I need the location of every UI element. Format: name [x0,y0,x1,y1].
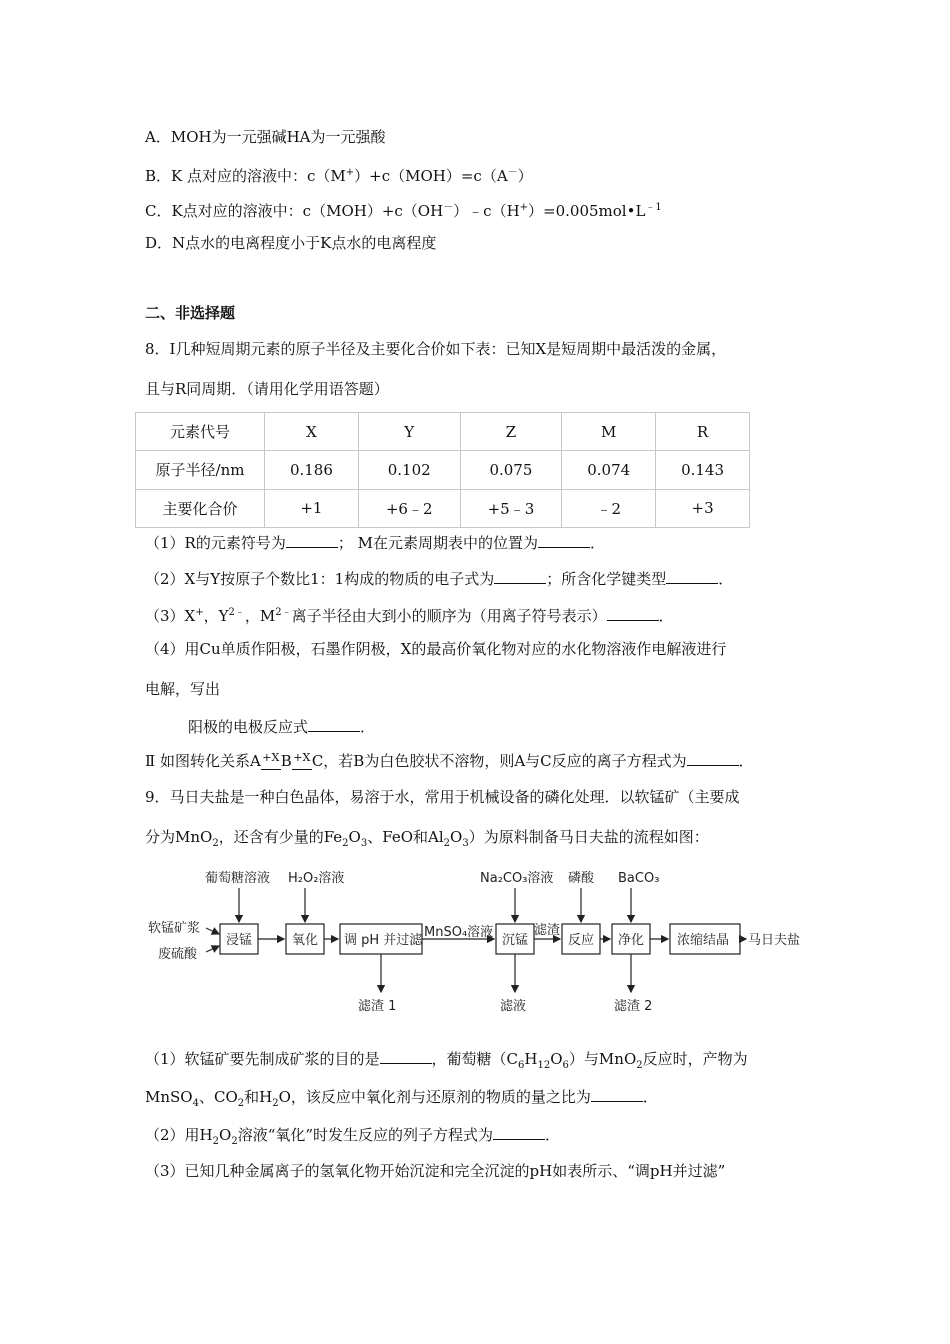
label-residue-2: 滤渣 2 [614,999,653,1014]
q8-intro-line2: 且与R同周期．（请用化学用语答题） [145,380,389,398]
process-flow-diagram [140,860,810,1018]
label-waste-sulfuric-acid: 废硫酸 [158,947,198,962]
answer-blank [380,1049,432,1064]
table-cell: 0.074 [562,451,656,489]
answer-blank [666,569,718,584]
option-d: D．N点水的电离程度小于K点水的电离程度 [145,234,437,252]
q9-intro-line2: 分为MnO$_2$，还含有少量的$Fe_2O_3$、FeO和$Al_2O_3$）为原料制备马日夫盐的流程如图： [145,828,709,849]
label-baco3: BaCO₃ [618,871,660,886]
answer-blank [493,1125,545,1140]
box-purification-label: 净化 [618,933,645,948]
answer-blank [538,533,590,548]
q8-part2: （2）X与Y按原子个数比1：1构成的物质的电子式为 ；所含化学键类型 ． [145,570,734,588]
q8-part4-line2: 电解，写出 [145,680,221,698]
q8-part3: （3）X+，$Y^{2﹣}$，$M^{2﹣}$离子半径由大到小的顺序为（用离子符号表示） ． [145,607,674,625]
reaction-arrow: +X [261,750,281,774]
table-header-row [136,413,750,451]
box-concentrate-label: 浓缩结晶 [677,933,730,948]
q8-part4-line3: 阳极的电极反应式 ． [188,718,376,736]
answer-blank [687,751,739,766]
table-cell: 原子半径/nm [136,451,265,489]
q9-part3: （3）已知几种金属离子的氢氧化物开始沉淀和完全沉淀的pH如表所示、“调pH并过滤” [145,1162,726,1180]
label-mnso4-solution: MnSO₄溶液 [424,925,494,940]
table-cell: X [265,413,359,451]
table-cell: 0.143 [656,451,750,489]
q9-part2: （2）用$H_2O_2$溶液“氧化”时发生反应的列子方程式为 ． [145,1126,561,1147]
option-c: C．K点对应的溶液中：$c(MOH)+c(OH^-)﹣c(H^+)=0.005mol•L^{﹣1}$ [145,202,662,220]
label-product: 马日夫盐 [748,933,801,948]
table-cell: 0.075 [460,451,562,489]
label-filter-residue: 滤渣 [534,923,561,938]
table-cell: 0.186 [265,451,359,489]
label-pyrolusite-slurry: 软锰矿浆 [148,921,201,936]
table-cell: M [562,413,656,451]
table-cell: 0.102 [358,451,460,489]
table-cell: +1 [265,489,359,527]
section-title: 二、非选择题 [145,304,236,322]
label-na2co3-solution: Na₂CO₃溶液 [480,871,554,886]
q9-intro-line1: 9．马日夫盐是一种白色晶体，易溶于水，常用于机械设备的磷化处理．以软锰矿（主要成 [145,788,740,806]
element-table [135,412,750,528]
answer-blank [308,717,360,732]
table-cell: R [656,413,750,451]
table-cell: 主要化合价 [136,489,265,527]
table-cell: ﹣2 [562,489,656,527]
q9-part1-line2: MnSO$_4$、$CO_2$和$H_2O$，该反应中氧化剂与还原剂的物质的量之比为 ． [145,1088,658,1109]
table-cell: Y [358,413,460,451]
q9-part1-line1: （1）软锰矿要先制成矿浆的目的是 ，葡萄糖$(C_6H_{12}O_6)$与MnO$_2$反应时，产物为 [145,1050,748,1071]
option-a: A．MOH为一元强碱HA为一元强酸 [145,128,386,146]
table-cell: Z [460,413,562,451]
label-phosphoric-acid: 磷酸 [568,871,595,886]
label-filtrate: 滤液 [500,999,527,1014]
reaction-arrow: +X [292,750,312,774]
table-cell: +5﹣3 [460,489,562,527]
table-cell: 元素代号 [136,413,265,451]
q8-part4-line1: （4）用Cu单质作阳极，石墨作阴极，X的最高价氧化物对应的水化物溶液作电解液进行 [145,640,727,658]
answer-blank [591,1087,643,1102]
label-h2o2-solution: H₂O₂溶液 [288,871,345,886]
box-reaction-label: 反应 [568,933,595,948]
flow-arrows [206,888,746,992]
label-glucose-solution: 葡萄糖溶液 [205,871,271,886]
table-row [136,489,750,527]
table-row [136,451,750,489]
box-adjust-ph-label: 调 pH 并过滤 [344,933,423,948]
q8-part1: （1）R的元素符号为 ； M在元素周期表中的位置为 ． [145,534,605,552]
q8-part-ii: Ⅱ 如图转化关系$A^{+X}$ $B^{+X}$ C，若B为白色胶状不溶物，则A与C反应的离子方程式为 ． [145,750,754,774]
answer-blank [607,606,659,621]
box-leach-mn-label: 浸锰 [226,933,253,948]
answer-blank [494,569,546,584]
answer-blank [286,533,338,548]
box-oxidation-label: 氧化 [292,933,319,948]
table-cell: +3 [656,489,750,527]
option-b: B．K 点对应的溶液中：c（M+）+c（MOH）=c（A－） [145,167,533,185]
q8-intro-line1: 8．Ⅰ几种短周期元素的原子半径及主要化合价如下表：已知X是短周期中最活泼的金属， [145,340,727,358]
label-residue-1: 滤渣 1 [358,999,397,1014]
table-cell: +6﹣2 [358,489,460,527]
box-precipitate-mn-label: 沉锰 [502,933,529,948]
